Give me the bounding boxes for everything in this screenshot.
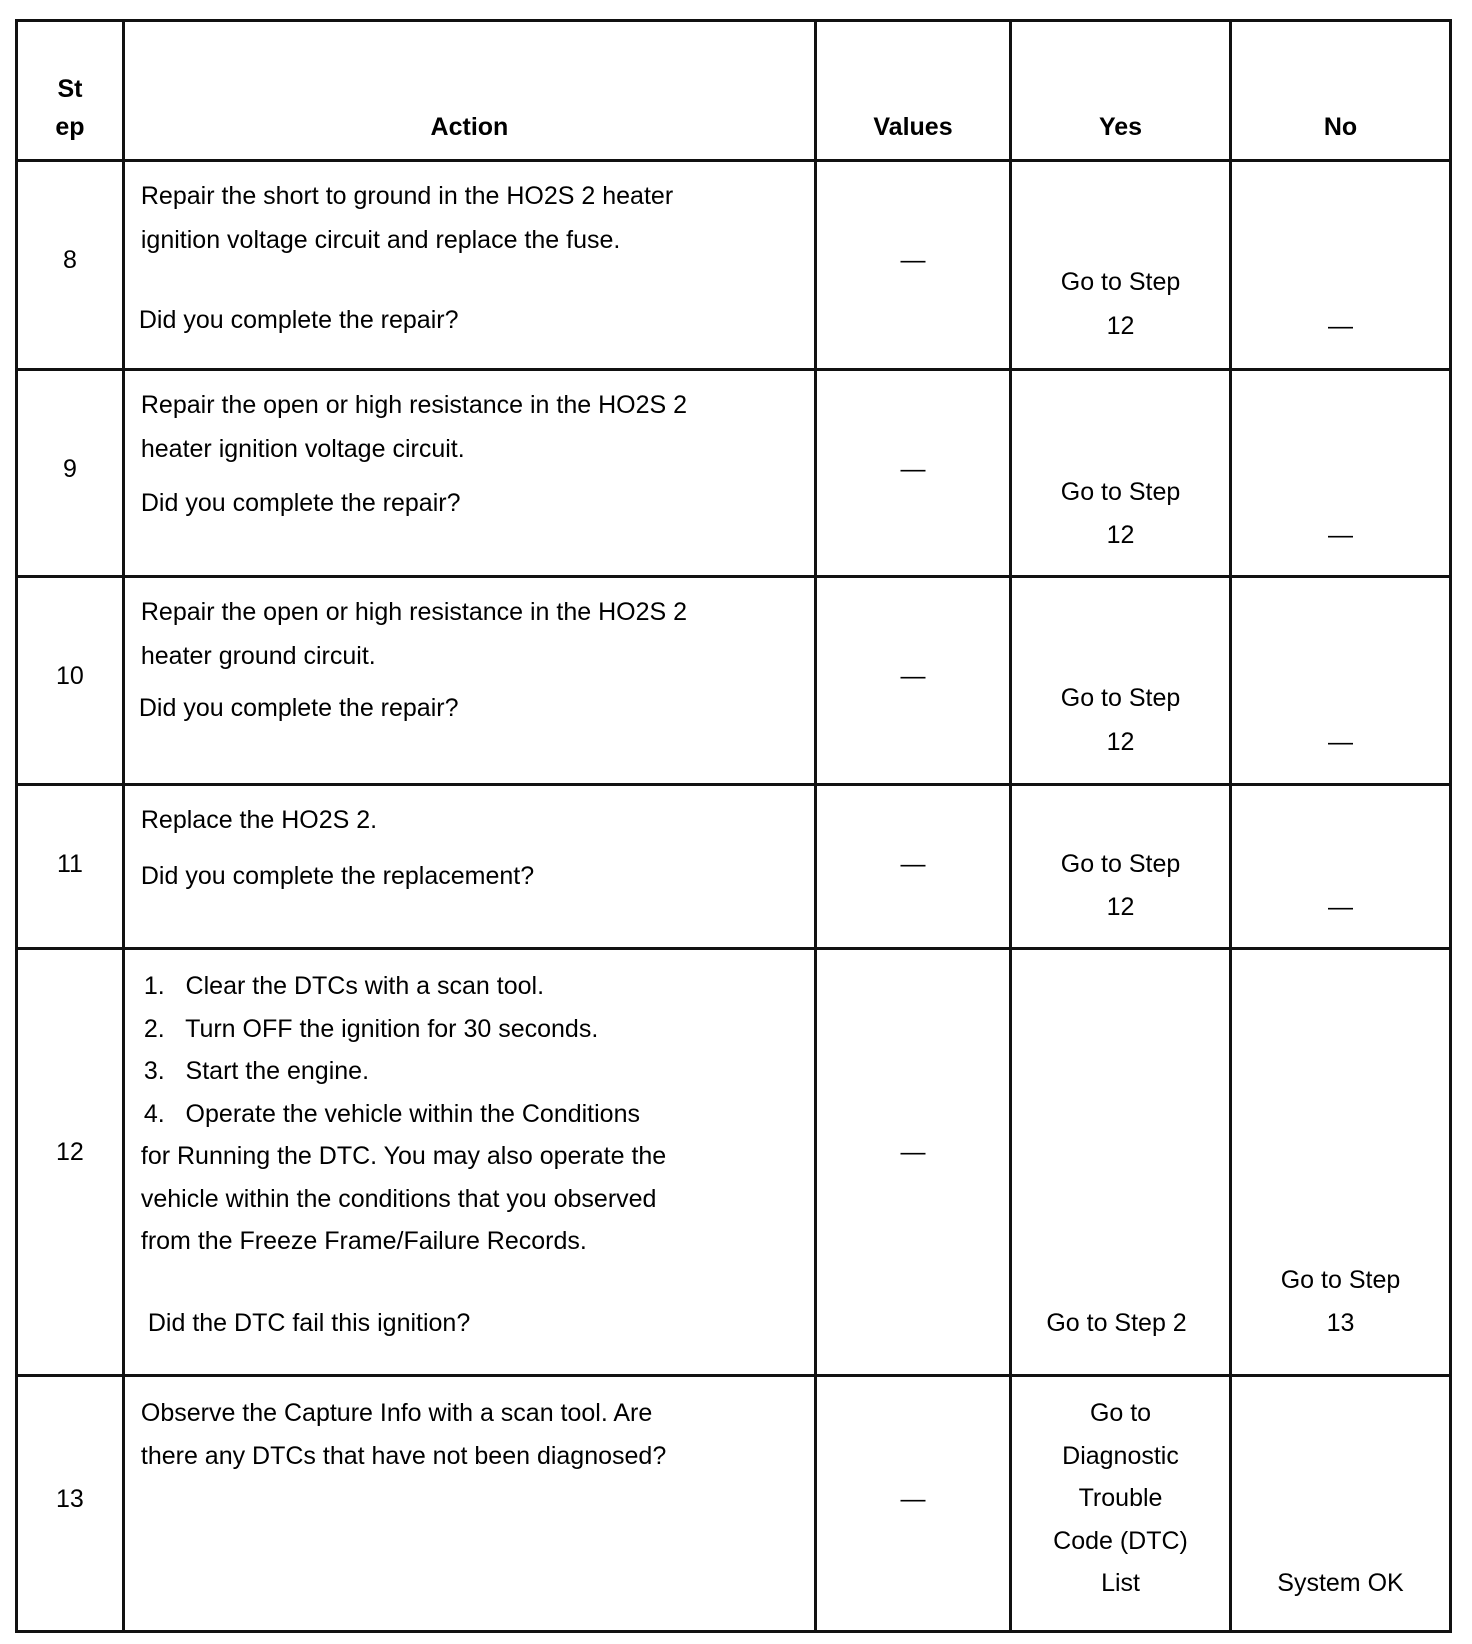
no-cell <box>1231 1376 1451 1632</box>
action-cell <box>123 1376 815 1632</box>
yes-goto-text: Diagnostic <box>1062 1442 1179 1471</box>
no-dash: — <box>1328 311 1353 340</box>
yes-goto-step: 12 <box>1106 520 1135 549</box>
header-yes <box>1011 21 1231 161</box>
yes-cell <box>1011 785 1231 949</box>
action-cell <box>123 369 815 577</box>
header-values <box>815 21 1010 161</box>
values-dash: — <box>900 454 926 483</box>
yes-cell <box>1011 1376 1231 1632</box>
action-line: heater ground circuit. <box>140 642 376 671</box>
action-list-item: 1. Clear the DTCs with a scan tool. <box>143 972 545 1001</box>
action-question: Did the DTC fail this ignition? <box>147 1309 471 1338</box>
action-line: for Running the DTC. You may also operate the <box>140 1142 667 1171</box>
action-list-item: 3. Start the engine. <box>143 1057 370 1086</box>
action-line: Replace the HO2S 2. <box>140 806 378 835</box>
action-line: Repair the open or high resistance in the HO2S 2 <box>140 390 688 419</box>
values-cell <box>815 949 1010 1376</box>
action-question: Did you complete the repair? <box>140 488 461 517</box>
values-dash: — <box>900 1485 926 1514</box>
step-cell <box>17 785 124 949</box>
no-dash: — <box>1328 520 1353 549</box>
yes-goto-text: Go to Step <box>1060 684 1181 713</box>
yes-goto-text: Go to Step <box>1060 267 1181 296</box>
no-dash: — <box>1328 728 1353 757</box>
values-cell <box>815 785 1010 949</box>
action-list-item: 2. Turn OFF the ignition for 30 seconds. <box>143 1015 599 1044</box>
header-no <box>1231 21 1451 161</box>
table-row <box>17 369 1451 577</box>
action-line: there any DTCs that have not been diagnosed? <box>140 1442 667 1471</box>
diagnostic-table <box>15 19 1452 1633</box>
values-dash: — <box>900 850 926 879</box>
yes-cell <box>1011 577 1231 785</box>
header-no-label: No <box>1323 113 1358 141</box>
action-line: ignition voltage circuit and replace the fuse. <box>140 225 621 254</box>
no-dash: — <box>1328 893 1353 922</box>
action-cell <box>123 577 815 785</box>
action-question: Did you complete the repair? <box>138 305 459 334</box>
values-cell <box>815 1376 1010 1632</box>
table-row <box>17 577 1451 785</box>
no-cell <box>1231 577 1451 785</box>
yes-goto-text: Go to Step <box>1060 477 1181 506</box>
yes-goto-text: List <box>1101 1569 1140 1598</box>
step-number: 12 <box>56 1138 84 1167</box>
header-step-line2: ep <box>55 113 85 141</box>
header-row <box>17 21 1451 161</box>
step-cell <box>17 1376 124 1632</box>
step-number: 8 <box>62 245 77 274</box>
step-cell <box>17 949 124 1376</box>
yes-goto-text: Code (DTC) <box>1053 1527 1188 1556</box>
action-question: Did you complete the repair? <box>138 694 459 723</box>
no-cell <box>1231 160 1451 369</box>
no-cell <box>1231 785 1451 949</box>
table-row <box>17 160 1451 369</box>
yes-goto-text: Trouble <box>1078 1484 1163 1513</box>
yes-goto-step: Go to Step 2 <box>1046 1309 1187 1338</box>
action-line: vehicle within the conditions that you observed <box>140 1185 657 1214</box>
action-line: heater ignition voltage circuit. <box>140 434 465 463</box>
action-list-item: 4. Operate the vehicle within the Conditions <box>143 1100 640 1129</box>
action-line: Repair the open or high resistance in the HO2S 2 <box>140 598 688 627</box>
yes-goto-text: Go to Step <box>1060 850 1181 879</box>
no-goto-step: 13 <box>1326 1309 1355 1338</box>
header-step <box>17 21 124 161</box>
step-cell <box>17 160 124 369</box>
step-number: 10 <box>56 662 84 691</box>
no-result: System OK <box>1277 1569 1404 1598</box>
step-number: 13 <box>56 1485 84 1514</box>
action-line: from the Freeze Frame/Failure Records. <box>140 1227 587 1256</box>
yes-cell <box>1011 160 1231 369</box>
action-line: Repair the short to ground in the HO2S 2 heater <box>140 181 674 210</box>
yes-cell <box>1011 369 1231 577</box>
values-cell <box>815 160 1010 369</box>
yes-goto-step: 12 <box>1106 728 1135 757</box>
no-cell <box>1231 369 1451 577</box>
step-number: 11 <box>56 850 83 879</box>
values-dash: — <box>900 662 926 691</box>
values-cell <box>815 369 1010 577</box>
action-cell <box>123 785 815 949</box>
no-cell <box>1231 949 1451 1376</box>
values-dash: — <box>900 245 926 274</box>
table-row <box>17 1376 1451 1632</box>
yes-cell <box>1011 949 1231 1376</box>
step-cell <box>17 369 124 577</box>
table-row <box>17 949 1451 1376</box>
header-action <box>123 21 815 161</box>
yes-goto-step: 12 <box>1106 893 1135 922</box>
values-dash: — <box>900 1138 926 1167</box>
action-cell <box>123 160 815 369</box>
header-values-label: Values <box>873 113 953 141</box>
action-line: Observe the Capture Info with a scan tool. Are <box>140 1399 653 1428</box>
header-step-line1: St <box>57 75 83 103</box>
action-question: Did you complete the replacement? <box>140 862 535 891</box>
action-cell <box>123 949 815 1376</box>
step-number: 9 <box>62 454 77 483</box>
table-row <box>17 785 1451 949</box>
values-cell <box>815 577 1010 785</box>
header-action-label: Action <box>430 113 509 141</box>
step-cell <box>17 577 124 785</box>
no-goto-text: Go to Step <box>1280 1266 1401 1295</box>
yes-goto-step: 12 <box>1106 311 1135 340</box>
header-yes-label: Yes <box>1098 113 1143 141</box>
yes-goto-text: Go to <box>1089 1399 1152 1428</box>
